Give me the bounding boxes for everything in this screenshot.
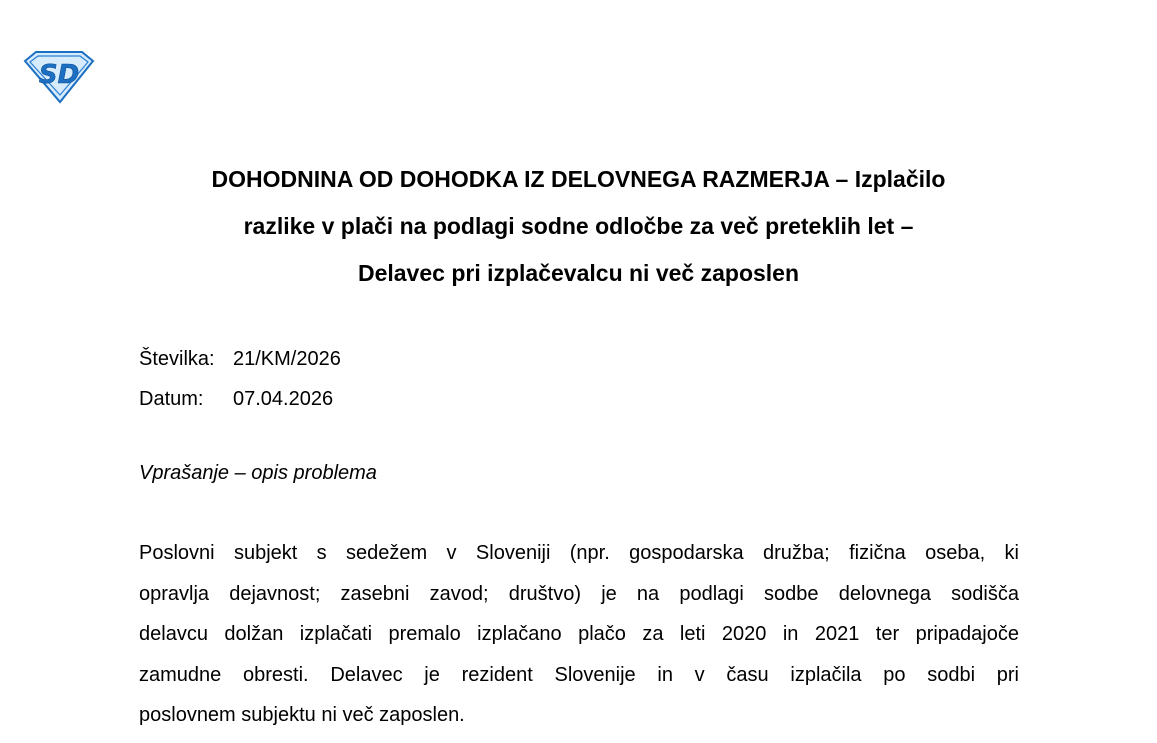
number-value: 21/KM/2026 — [233, 348, 341, 370]
body-line-1: Poslovni subjekt s sedežem v Sloveniji (npr. gospodarska družba; fizična oseba, ki — [139, 542, 1019, 564]
body-line-4: zamudne obresti. Delavec je rezident Slovenije in v času izplačila po sodbi pri — [139, 663, 1019, 686]
date-label: Datum: — [139, 388, 204, 410]
meta-date-row — [139, 379, 341, 419]
document-meta — [139, 339, 341, 419]
body-line-5: poslovnem subjektu ni več zaposlen. — [139, 704, 465, 726]
title-line-3: Delavec pri izplačevalcu ni več zaposlen — [357, 260, 800, 286]
question-heading: Vprašanje – opis problema — [139, 462, 377, 484]
number-label: Številka: — [139, 348, 215, 370]
sd-shield-logo-icon — [22, 49, 96, 105]
meta-number-row — [139, 339, 341, 379]
body-line-3: delavcu dolžan izplačati premalo izplačano plačo za leti 2020 in 2021 ter pripadajoče — [139, 623, 1019, 645]
document-title — [120, 156, 1037, 297]
date-value: 07.04.2026 — [233, 388, 334, 410]
logo-lettering: SD — [38, 60, 80, 90]
body-line-2: opravlja dejavnost; zasebni zavod; društvo) je na podlagi sodbe delovnega sodišča — [139, 582, 1019, 605]
body-paragraph — [139, 533, 1019, 736]
title-line-1: DOHODNINA OD DOHODKA IZ DELOVNEGA RAZMERJA – Izplačilo — [211, 166, 946, 192]
title-line-2: razlike v plači na podlagi sodne odločbe za več preteklih let – — [243, 213, 914, 239]
